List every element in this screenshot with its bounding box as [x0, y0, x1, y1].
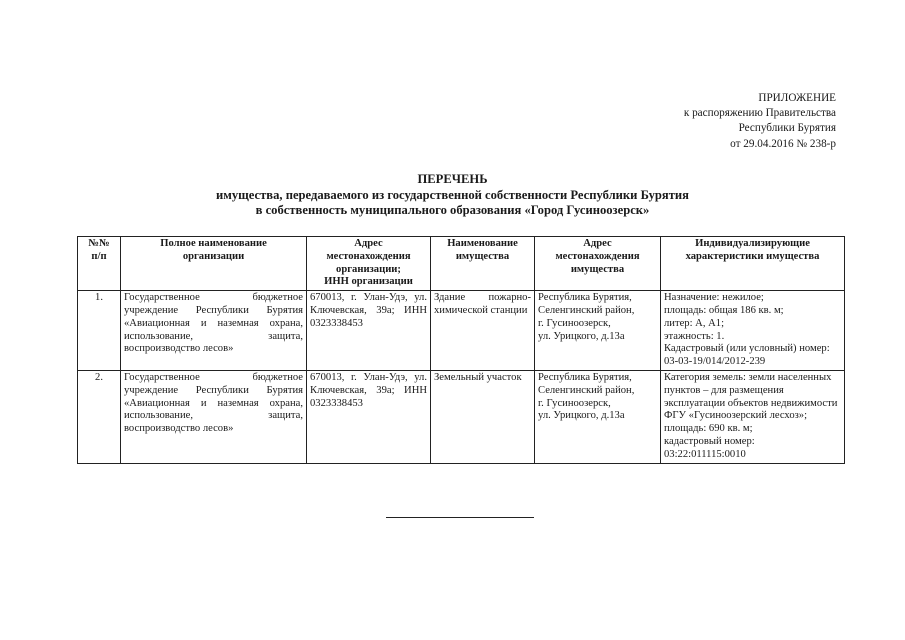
header-property-line-1: Наименование — [447, 238, 518, 249]
header-prop-address-line-3: имущества — [570, 263, 625, 275]
header-org-address-line-3: организации; — [336, 263, 401, 275]
header-characteristics-line-1: Индивидуализирующие — [695, 238, 810, 249]
row-organization: Государственное бюджетное учреждение Республики Бурятия «Авиационная и наземная охрана, использование, защита, воспроизводство лесов» — [121, 370, 307, 463]
document-title — [0, 172, 905, 219]
header-org-address-line-4: ИНН организации — [324, 276, 413, 288]
row-number: 2. — [78, 370, 121, 463]
header-prop-address-line-2: местонахождения — [555, 250, 640, 262]
header-number-line-1: №№ — [88, 238, 110, 249]
header-org-address-line-2: местонахождения — [326, 250, 411, 262]
characteristic-line: этажность: 1. — [664, 330, 725, 342]
characteristic-line: Кадастровый (или условный) номер: 03-03-19/014/2012-239 — [664, 343, 830, 368]
header-property-address — [535, 237, 661, 291]
property-address-line: г. Гусиноозерск, — [538, 317, 611, 329]
characteristic-line: 03:22:011115:0010 — [664, 448, 746, 460]
title-subtitle-line-1: имущества, передаваемого из государственной собственности Республики Бурятия — [216, 187, 689, 202]
header-organization — [121, 237, 307, 291]
title-subtitle-line-2: в собственность муниципального образования «Город Гусиноозерск» — [255, 203, 650, 217]
appendix-date-number: от 29.04.2016 № 238-р — [730, 137, 836, 150]
row-characteristics — [661, 370, 845, 463]
characteristic-line: площадь: 690 кв. м; — [664, 423, 753, 435]
row-organization: Государственное бюджетное учреждение Республики Бурятия «Авиационная и наземная охрана, использование, защита, воспроизводство лесов» — [121, 291, 307, 371]
header-number-line-2: п/п — [91, 250, 107, 262]
property-address-line: Селенгинский район, — [538, 304, 635, 316]
table-row — [78, 291, 845, 371]
row-property-address — [535, 291, 661, 371]
header-organization-line-1: Полное наименование — [160, 238, 267, 249]
row-property-address — [535, 370, 661, 463]
property-address-line: Республика Бурятия, — [538, 371, 632, 383]
appendix-decree-ref: к распоряжению Правительства — [683, 107, 836, 120]
header-organization-address — [307, 237, 431, 291]
property-address-line: Селенгинский район, — [538, 384, 635, 396]
characteristic-line: кадастровый номер: — [664, 435, 755, 447]
characteristic-line: Назначение: нежилое; — [664, 292, 764, 304]
characteristic-line: литер: А, А1; — [664, 317, 725, 329]
header-number — [78, 237, 121, 291]
property-address-line: Республика Бурятия, — [538, 292, 632, 304]
characteristic-line: Категория земель: земли населенных пунктов – для размещения эксплуатации объектов недвижимости ФГУ «Гусиноозерский лесхоз»; — [664, 371, 838, 422]
row-number: 1. — [78, 291, 121, 371]
title-heading: ПЕРЕЧЕНЬ — [417, 172, 488, 186]
header-organization-line-2: организации — [182, 250, 245, 262]
property-table — [77, 236, 845, 464]
header-characteristics — [661, 237, 845, 291]
closing-divider — [386, 517, 534, 518]
row-property-name: Здание пожарно-химической станции — [431, 291, 535, 371]
row-characteristics — [661, 291, 845, 371]
appendix-block — [684, 91, 836, 152]
row-organization-address: 670013, г. Улан-Удэ, ул. Ключевская, 39а; ИНН 0323338453 — [307, 291, 431, 371]
header-characteristics-line-2: характеристики имущества — [685, 250, 820, 262]
appendix-label: ПРИЛОЖЕНИЕ — [758, 92, 836, 104]
table-header-row — [78, 237, 845, 291]
property-address-line: ул. Урицкого, д.13а — [538, 410, 625, 422]
header-property-name — [431, 237, 535, 291]
row-organization-address: 670013, г. Улан-Удэ, ул. Ключевская, 39а; ИНН 0323338453 — [307, 370, 431, 463]
characteristic-line: площадь: общая 186 кв. м; — [664, 304, 784, 316]
property-address-line: ул. Урицкого, д.13а — [538, 330, 625, 342]
property-address-line: г. Гусиноозерск, — [538, 397, 611, 409]
table-row — [78, 370, 845, 463]
header-property-line-2: имущества — [455, 250, 510, 262]
header-prop-address-line-1: Адрес — [583, 238, 612, 249]
row-property-name: Земельный участок — [431, 370, 535, 463]
header-org-address-line-1: Адрес — [354, 238, 383, 249]
appendix-republic: Республики Бурятия — [738, 122, 836, 135]
